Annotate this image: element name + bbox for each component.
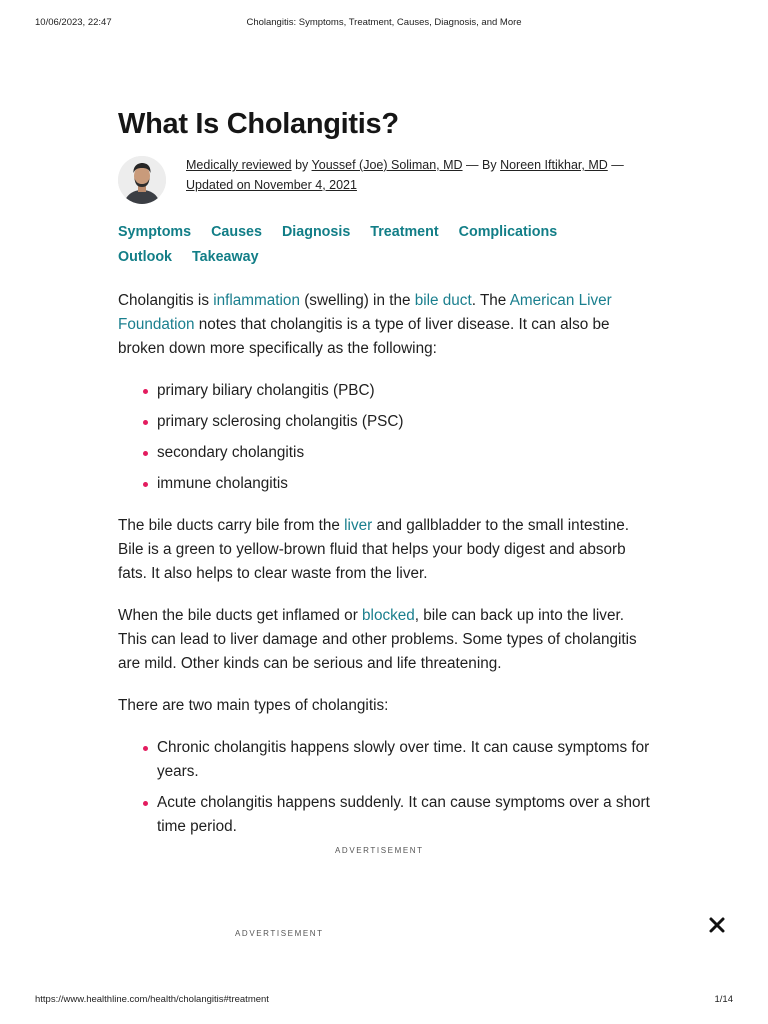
- text: and gallbladder to the small intestine. Bile is a green to yellow-brown fluid that helps your body digest and absorb fats. It also helps to clear waste from the liver.: [118, 517, 630, 582]
- liver-link[interactable]: liver: [344, 517, 373, 534]
- list-item: [118, 791, 650, 839]
- toc-treatment[interactable]: Treatment: [370, 224, 439, 240]
- paragraph-intro: [118, 289, 650, 361]
- toc-complications[interactable]: Complications: [458, 224, 558, 240]
- byline-by: by: [295, 158, 309, 172]
- list-item-text: primary sclerosing cholangitis (PSC): [157, 413, 404, 430]
- byline-separator: — By: [466, 158, 497, 172]
- text: notes that cholangitis is a type of liver disease. It can also be broken down more specifically as the following:: [118, 316, 610, 357]
- text: The bile ducts carry bile from the: [118, 517, 345, 534]
- list-item: [118, 441, 650, 465]
- author-photo: [118, 156, 166, 204]
- text: . The: [471, 292, 510, 309]
- avatar[interactable]: [118, 156, 166, 204]
- text: (swelling) in the: [299, 292, 415, 309]
- reviewer-link[interactable]: Youssef (Joe) Soliman, MD: [311, 158, 463, 172]
- cholangitis-types-list: [118, 379, 650, 496]
- bullet: [143, 746, 148, 751]
- paragraph-inflamed: [118, 604, 650, 676]
- paragraph-bile-ducts: [118, 514, 650, 586]
- list-item: [118, 472, 650, 496]
- main-types-list: [118, 736, 650, 839]
- toc-symptoms[interactable]: Symptoms: [118, 224, 192, 240]
- list-item: [118, 410, 650, 434]
- bullet: [143, 801, 148, 806]
- list-item-text: immune cholangitis: [157, 475, 288, 492]
- print-header: [0, 17, 768, 31]
- text: , bile can back up into the liver. This can lead to liver damage and other problems. Some types of cholangitis are mild. Other kinds can be serious and life threatening.: [118, 607, 637, 672]
- print-url: https://www.healthline.com/health/cholangitis#treatment: [35, 994, 269, 1005]
- print-date: 10/06/2023, 22:47: [35, 17, 112, 28]
- bullet: [143, 389, 148, 394]
- text: When the bile ducts get inflamed or: [118, 607, 363, 624]
- article-body: [118, 289, 650, 839]
- bullet: [143, 451, 148, 456]
- list-item: [118, 736, 650, 784]
- list-item-text: secondary cholangitis: [157, 444, 305, 461]
- close-ad-button[interactable]: [706, 914, 728, 936]
- author-link[interactable]: Noreen Iftikhar, MD: [500, 158, 608, 172]
- toc-outlook[interactable]: Outlook: [118, 249, 173, 265]
- inflammation-link[interactable]: inflammation: [213, 292, 300, 309]
- advertisement-label: ADVERTISEMENT: [235, 929, 324, 938]
- medically-reviewed-link[interactable]: Medically reviewed: [186, 158, 292, 172]
- updated-date-link[interactable]: Updated on November 4, 2021: [186, 177, 357, 192]
- bullet: [143, 420, 148, 425]
- list-item: [118, 379, 650, 403]
- article: [118, 104, 650, 857]
- toc-causes[interactable]: Causes: [211, 224, 262, 240]
- byline-separator: —: [611, 158, 624, 172]
- byline: [118, 156, 650, 204]
- list-item-text: Chronic cholangitis happens slowly over time. It can cause symptoms for years.: [157, 739, 650, 780]
- bile-duct-link[interactable]: bile duct: [414, 292, 472, 309]
- bullet: [143, 482, 148, 487]
- paragraph-two-types: There are two main types of cholangitis:: [118, 697, 389, 714]
- list-item-text: primary biliary cholangitis (PBC): [157, 382, 375, 399]
- byline-text: [186, 156, 656, 195]
- american-liver-foundation-link[interactable]: American Liver Foundation: [118, 292, 612, 333]
- page-counter: 1/14: [714, 994, 733, 1005]
- page-title: What Is Cholangitis?: [118, 108, 399, 140]
- table-of-contents: [118, 220, 658, 270]
- toc-takeaway[interactable]: Takeaway: [192, 249, 259, 265]
- print-doc-title: Cholangitis: Symptoms, Treatment, Causes, Diagnosis, and More: [246, 17, 522, 28]
- text: Cholangitis is: [118, 292, 214, 309]
- print-footer: [0, 994, 768, 1008]
- advertisement-label: ADVERTISEMENT: [335, 846, 424, 855]
- list-item-text: Acute cholangitis happens suddenly. It can cause symptoms over a short time period.: [157, 794, 650, 835]
- close-icon: [706, 914, 728, 936]
- toc-diagnosis[interactable]: Diagnosis: [281, 224, 351, 240]
- blocked-link[interactable]: blocked: [362, 607, 415, 624]
